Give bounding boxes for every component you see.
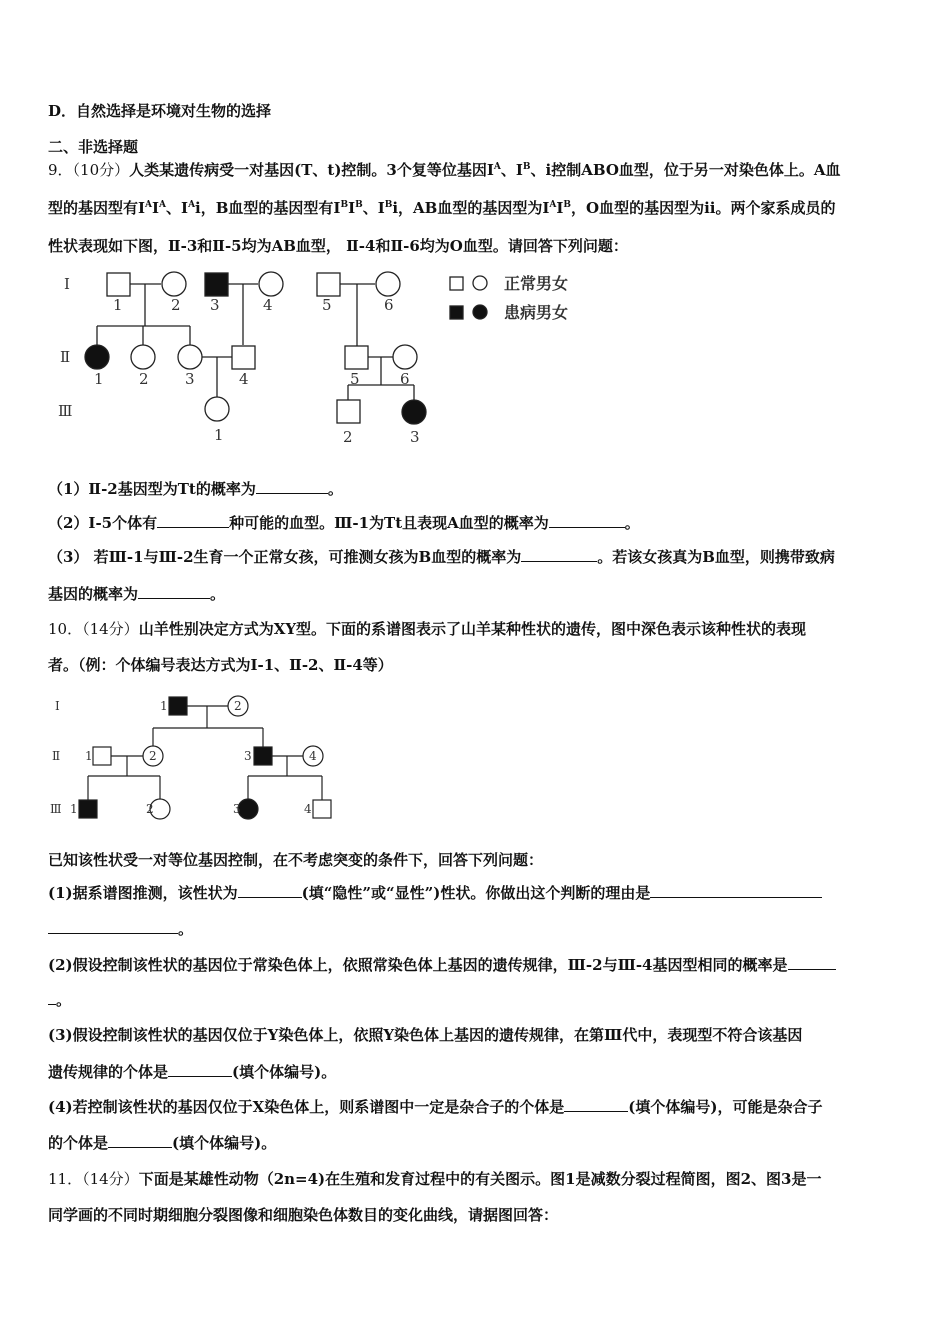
q10-sub-2-cont bbox=[48, 990, 71, 1010]
num: 3 bbox=[185, 370, 195, 388]
t: 基因的概率为 bbox=[48, 585, 139, 603]
num: 2 bbox=[171, 296, 181, 314]
num: 4 bbox=[239, 370, 249, 388]
num: 1 bbox=[160, 699, 168, 713]
t: 。 bbox=[624, 514, 640, 532]
num: 4 bbox=[263, 296, 273, 314]
legend-normal-female-icon bbox=[473, 276, 487, 290]
answer-blank[interactable] bbox=[238, 883, 302, 898]
t: (1)据系谱图推测，该性状为 bbox=[48, 884, 238, 902]
I5-male bbox=[317, 273, 340, 296]
q9-text-1b: I bbox=[486, 161, 494, 179]
q9-line-3: 性状表现如下图，Ⅱ-3和Ⅱ-5均为AB血型， Ⅱ-4和Ⅱ-6均为O血型。请回答下列问题： bbox=[48, 237, 628, 255]
num: 2 bbox=[139, 370, 149, 388]
q10-line-1 bbox=[48, 619, 806, 639]
num: 3 bbox=[410, 428, 420, 446]
II6-female bbox=[393, 345, 417, 369]
III3-female-affected bbox=[402, 400, 426, 424]
q9-sub-2 bbox=[48, 513, 640, 533]
II4-male bbox=[232, 346, 255, 369]
answer-blank[interactable] bbox=[48, 990, 56, 1005]
q9-sub-3 bbox=[48, 547, 835, 567]
t: (填个体编号)。 bbox=[172, 1134, 277, 1152]
II1-male bbox=[93, 747, 111, 765]
q10-line-3: 已知该性状受一对等位基因控制，在不考虑突变的条件下，回答下列问题： bbox=[48, 851, 544, 869]
legend-affected-female-icon bbox=[473, 305, 487, 319]
t: 、I bbox=[166, 199, 189, 217]
num: 2 bbox=[146, 802, 154, 816]
answer-blank[interactable] bbox=[48, 919, 178, 934]
t: (2)假设控制该性状的基因位于常染色体上，依照常染色体上基因的遗传规律，Ⅲ-2与Ⅲ-4基因型相同的概率是 bbox=[48, 956, 788, 974]
gen-label-I: Ⅰ bbox=[64, 275, 70, 293]
II3-female bbox=[178, 345, 202, 369]
I3-male-affected bbox=[205, 273, 228, 296]
answer-blank[interactable] bbox=[157, 513, 229, 528]
answer-blank[interactable] bbox=[549, 513, 625, 528]
t: I bbox=[152, 199, 160, 217]
t: 。 bbox=[56, 991, 72, 1009]
q9-text-1c: 、I bbox=[500, 161, 523, 179]
q9-line-2 bbox=[48, 198, 835, 218]
t: 、I bbox=[362, 199, 385, 217]
t: （3） 若Ⅲ-1与Ⅲ-2生育一个正常女孩，可推测女孩为B血型的概率为 bbox=[48, 548, 522, 566]
q11-line-1 bbox=[48, 1169, 821, 1189]
pedigree-figure-2 bbox=[48, 688, 368, 828]
num: 5 bbox=[322, 296, 332, 314]
sup: A bbox=[493, 162, 501, 172]
gen-label-II: Ⅱ bbox=[52, 749, 61, 763]
answer-blank[interactable] bbox=[521, 547, 597, 562]
num: 3 bbox=[233, 802, 241, 816]
num: 1 bbox=[214, 426, 224, 444]
num: 5 bbox=[350, 370, 360, 388]
q10-sub-1-cont bbox=[48, 919, 193, 939]
num: 1 bbox=[94, 370, 104, 388]
gen-label-I: Ⅰ bbox=[55, 699, 60, 713]
legend-affected-male-icon bbox=[450, 306, 463, 319]
sup: A bbox=[159, 200, 167, 210]
sup: A bbox=[549, 200, 557, 210]
num: 4 bbox=[309, 749, 317, 763]
gen-label-III: Ⅲ bbox=[58, 402, 73, 420]
II3-male-affected bbox=[254, 747, 272, 765]
III2-male bbox=[337, 400, 360, 423]
sup: B bbox=[522, 162, 531, 172]
II2-female bbox=[131, 345, 155, 369]
t: 山羊性别决定方式为XY型。下面的系谱图表示了山羊某种性状的遗传，图中深色表示该种性状的表现 bbox=[138, 620, 807, 638]
III1-female bbox=[205, 397, 229, 421]
num: 1 bbox=[113, 296, 123, 314]
sup: B bbox=[340, 200, 349, 210]
II1-female-affected bbox=[85, 345, 109, 369]
t: （1）Ⅱ-2基因型为Tt的概率为 bbox=[48, 480, 256, 498]
q11-line-2: 同学画的不同时期细胞分裂图像和细胞染色体数目的变化曲线，请据图回答： bbox=[48, 1206, 559, 1224]
t: 型的基因型有I bbox=[48, 199, 146, 217]
sup: A bbox=[188, 200, 196, 210]
num: 3 bbox=[244, 749, 252, 763]
t: 。 bbox=[327, 480, 343, 498]
I1-male-affected bbox=[169, 697, 187, 715]
III4-male bbox=[313, 800, 331, 818]
answer-blank[interactable] bbox=[650, 883, 822, 898]
gen-label-III: Ⅲ bbox=[50, 802, 62, 816]
t: (填个体编号)，可能是杂合子 bbox=[628, 1098, 823, 1116]
q9-text-1: 人类某遗传病受一对基因(T、t)控制。3个复等位基因 bbox=[129, 161, 487, 179]
num: 1 bbox=[85, 749, 93, 763]
t: i，B血型的基因型有I bbox=[195, 199, 341, 217]
t: ，O血型的基因型为ii。两个家系成员的 bbox=[571, 199, 836, 217]
t: 。若该女孩真为B血型，则携带致病 bbox=[597, 548, 835, 566]
legend-normal-male-icon bbox=[450, 277, 463, 290]
t: 遗传规律的个体是 bbox=[48, 1063, 169, 1081]
answer-blank[interactable] bbox=[138, 584, 210, 599]
t: 。 bbox=[178, 920, 194, 938]
I1-male bbox=[107, 273, 130, 296]
III1-male-affected bbox=[79, 800, 97, 818]
t: i，AB血型的基因型为I bbox=[392, 199, 550, 217]
q10-sub-3: (3)假设控制该性状的基因仅位于Y染色体上，依照Y染色体上基因的遗传规律，在第Ⅲ代中，表现型不符合该基因 bbox=[48, 1026, 803, 1044]
II5-male bbox=[345, 346, 368, 369]
option-d: D．自然选择是环境对生物的选择 bbox=[48, 102, 272, 120]
q10-sub-1 bbox=[48, 883, 822, 903]
t: 的个体是 bbox=[48, 1134, 109, 1152]
num: 1 bbox=[70, 802, 78, 816]
I4-female bbox=[259, 272, 283, 296]
answer-blank[interactable] bbox=[788, 955, 836, 970]
legend-normal-label: 正常男女 bbox=[504, 274, 569, 293]
q9-sub-1 bbox=[48, 479, 343, 499]
pedigree-figure-1 bbox=[50, 266, 610, 452]
q10-number: 10．（14分） bbox=[48, 620, 139, 638]
t: I bbox=[348, 199, 356, 217]
section-heading: 二、非选择题 bbox=[48, 138, 139, 156]
q10-sub-2 bbox=[48, 955, 836, 975]
sup: B bbox=[355, 200, 363, 210]
answer-blank[interactable] bbox=[108, 1133, 172, 1148]
q10-line-2: 者。（例：个体编号表达方式为Ⅰ-1、Ⅱ-2、Ⅱ-4等） bbox=[48, 656, 393, 674]
t: I bbox=[556, 199, 564, 217]
gen-label-II: Ⅱ bbox=[60, 348, 71, 366]
q9-text-1d: 、i控制ABO血型，位于另一对染色体上。A血 bbox=[530, 161, 841, 179]
q10-sub-4-cont bbox=[48, 1133, 276, 1153]
num: 2 bbox=[149, 749, 157, 763]
I2-female bbox=[162, 272, 186, 296]
sup: A bbox=[145, 200, 153, 210]
I6-female bbox=[376, 272, 400, 296]
num: 2 bbox=[234, 699, 242, 713]
answer-blank[interactable] bbox=[256, 479, 328, 494]
q10-sub-3-cont bbox=[48, 1062, 336, 1082]
q10-sub-4 bbox=[48, 1097, 822, 1117]
answer-blank[interactable] bbox=[564, 1097, 628, 1112]
num: 6 bbox=[400, 370, 410, 388]
t: (填“隐性”或“显性”)性状。你做出这个判断的理由是 bbox=[301, 884, 651, 902]
t: 。 bbox=[210, 585, 226, 603]
num: 4 bbox=[304, 802, 312, 816]
num: 6 bbox=[384, 296, 394, 314]
sup: B bbox=[384, 200, 393, 210]
num: 2 bbox=[343, 428, 353, 446]
t: 下面是某雄性动物（2n=4)在生殖和发育过程中的有关图示。图1是减数分裂过程简图，图2、图3是一 bbox=[138, 1170, 822, 1188]
q11-number: 11．（14分） bbox=[48, 1170, 139, 1188]
sup: B bbox=[563, 200, 572, 210]
q9-line-1 bbox=[48, 160, 841, 180]
t: (4)若控制该性状的基因仅位于X染色体上，则系谱图中一定是杂合子的个体是 bbox=[48, 1098, 565, 1116]
t: 种可能的血型。Ⅲ-1为Tt且表现A血型的概率为 bbox=[229, 514, 549, 532]
q9-number: 9．（10分） bbox=[48, 161, 130, 179]
legend-affected-label: 患病男女 bbox=[504, 303, 569, 322]
III3-female-affected bbox=[238, 799, 258, 819]
num: 3 bbox=[210, 296, 220, 314]
t: (填个体编号)。 bbox=[232, 1063, 337, 1081]
q9-sub-3-cont bbox=[48, 584, 225, 604]
answer-blank[interactable] bbox=[168, 1062, 232, 1077]
t: （2）Ⅰ-5个体有 bbox=[48, 514, 158, 532]
